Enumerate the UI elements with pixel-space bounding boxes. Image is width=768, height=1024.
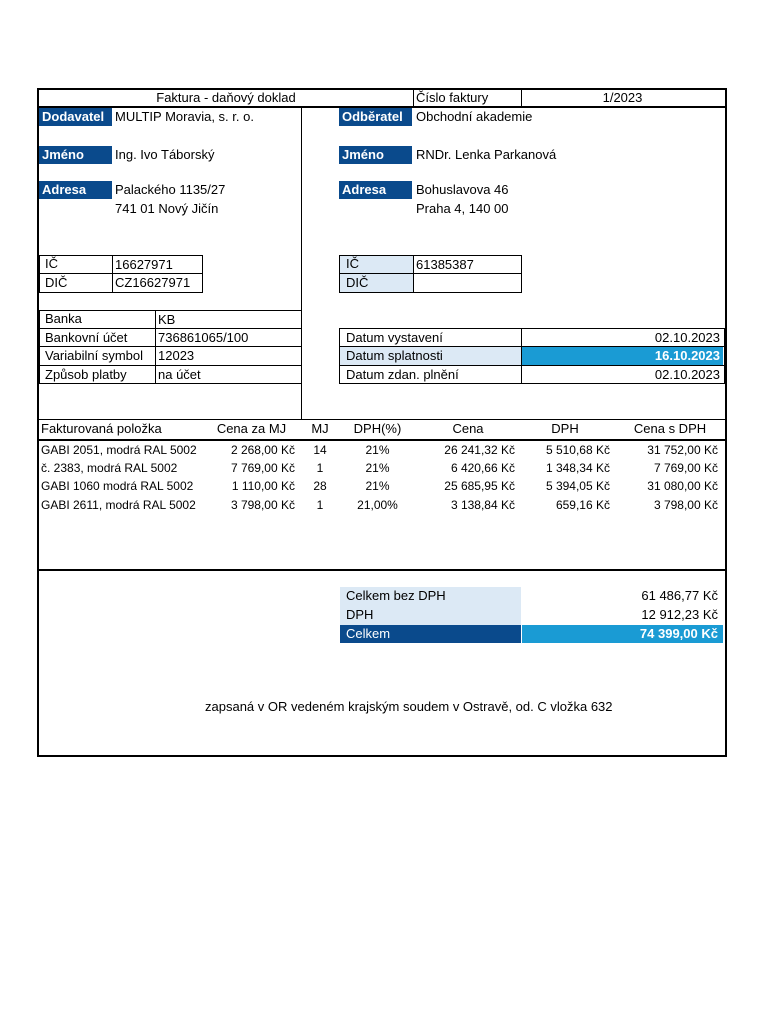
due-date: 16.10.2023 [654, 348, 720, 363]
item-unit-price: 1 110,00 Kč [231, 479, 295, 493]
payment-method-label: Způsob platby [45, 367, 127, 382]
payment-method-value: na účet [158, 367, 201, 382]
item-qty: 1 [316, 498, 324, 512]
payment-vline [155, 310, 156, 384]
items-header-vat: DPH [551, 421, 579, 436]
customer-label: Odběratel [339, 108, 412, 126]
supplier-contact-label: Jméno [39, 146, 112, 164]
customer-address-label: Adresa [339, 181, 412, 199]
taxable-date-label: Datum zdan. plnění [346, 367, 459, 382]
item-qty: 28 [313, 479, 327, 493]
issued-date: 02.10.2023 [654, 330, 720, 345]
item-vat: 5 510,68 Kč [545, 443, 610, 457]
total-without-vat-label: Celkem bez DPH [346, 588, 446, 603]
item-vat: 5 394,05 Kč [545, 479, 610, 493]
supplier-ic-label: IČ [45, 256, 58, 271]
customer-address-line2: Praha 4, 140 00 [416, 201, 509, 216]
items-header-unit-price: Cena za MJ [216, 421, 287, 436]
item-price: 6 420,66 Kč [450, 461, 515, 475]
customer-contact-label: Jméno [339, 146, 412, 164]
account-label: Bankovní účet [45, 330, 128, 345]
item-vat: 1 348,34 Kč [545, 461, 610, 475]
registration-note: zapsaná v OR vedeném krajským soudem v Ostravě, od. C vložka 632 [205, 699, 613, 714]
customer-ic: 61385387 [416, 257, 474, 272]
supplier-name: MULTIP Moravia, s. r. o. [115, 109, 254, 124]
supplier-address-line2: 741 01 Nový Jičín [115, 201, 219, 216]
customer-contact: RNDr. Lenka Parkanová [416, 147, 557, 162]
customer-address-line1: Bohuslavova 46 [416, 182, 509, 197]
item-price: 26 241,32 Kč [444, 443, 515, 457]
item-vat-rate: 21,00% [357, 498, 398, 512]
item-name: č. 2383, modrá RAL 5002 [41, 461, 178, 475]
item-price-with-vat: 3 798,00 Kč [653, 498, 718, 512]
taxable-date: 02.10.2023 [654, 367, 720, 382]
total-label: Celkem [346, 626, 391, 641]
item-name: GABI 2051, modrá RAL 5002 [41, 443, 197, 457]
item-vat-rate: 21% [365, 443, 390, 457]
invoice-number-label: Číslo faktury [416, 90, 489, 105]
supplier-dic: CZ16627971 [115, 275, 191, 290]
customer-dic-label: DIČ [346, 275, 369, 290]
item-price: 3 138,84 Kč [450, 498, 515, 512]
variable-symbol-value: 12023 [158, 348, 195, 363]
bank-label: Banka [45, 311, 82, 326]
items-header-qty: MJ [311, 421, 329, 436]
item-vat: 659,16 Kč [555, 498, 610, 512]
items-bottom-line [37, 569, 725, 571]
account-value: 736861065/100 [158, 330, 249, 345]
invoice-title: Faktura - daňový doklad [156, 90, 296, 105]
variable-symbol-label: Variabilní symbol [45, 348, 144, 363]
item-unit-price: 3 798,00 Kč [230, 498, 295, 512]
total-value: 74 399,00 Kč [639, 626, 718, 641]
customer-ic-label: IČ [346, 256, 359, 271]
total-vat-label: DPH [346, 607, 374, 622]
item-price-with-vat: 31 080,00 Kč [647, 479, 718, 493]
items-header-price-with-vat: Cena s DPH [633, 421, 707, 436]
item-unit-price: 2 268,00 Kč [230, 443, 295, 457]
supplier-address-label: Adresa [39, 181, 112, 199]
item-price-with-vat: 31 752,00 Kč [647, 443, 718, 457]
supplier-address-line1: Palackého 1135/27 [115, 182, 226, 197]
item-vat-rate: 21% [365, 479, 390, 493]
item-name: GABI 2611, modrá RAL 5002 [41, 498, 196, 512]
item-qty: 14 [313, 443, 327, 457]
item-price: 25 685,95 Kč [444, 479, 515, 493]
total-without-vat: 61 486,77 Kč [641, 588, 718, 603]
item-vat-rate: 21% [365, 461, 390, 475]
supplier-id-vline [112, 255, 113, 293]
customer-id-vline [413, 255, 414, 293]
supplier-dic-label: DIČ [45, 275, 68, 290]
header-vline-1 [413, 88, 414, 107]
bank-value: KB [158, 312, 176, 327]
supplier-ic: 16627971 [115, 257, 173, 272]
item-qty: 1 [316, 461, 324, 475]
item-name: GABI 1060 modrá RAL 5002 [41, 479, 194, 493]
items-header-price: Cena [452, 421, 484, 436]
due-date-label: Datum splatnosti [346, 348, 443, 363]
items-header-vat-rate: DPH(%) [353, 421, 402, 436]
customer-name: Obchodní akademie [416, 109, 533, 124]
total-vat: 12 912,23 Kč [641, 607, 718, 622]
supplier-label: Dodavatel [39, 108, 112, 126]
items-header-item: Fakturovaná položka [41, 421, 162, 436]
invoice-number: 1/2023 [602, 90, 643, 105]
item-unit-price: 7 769,00 Kč [230, 461, 295, 475]
issued-date-label: Datum vystavení [346, 330, 443, 345]
supplier-contact: Ing. Ivo Táborský [115, 147, 215, 162]
item-price-with-vat: 7 769,00 Kč [653, 461, 718, 475]
